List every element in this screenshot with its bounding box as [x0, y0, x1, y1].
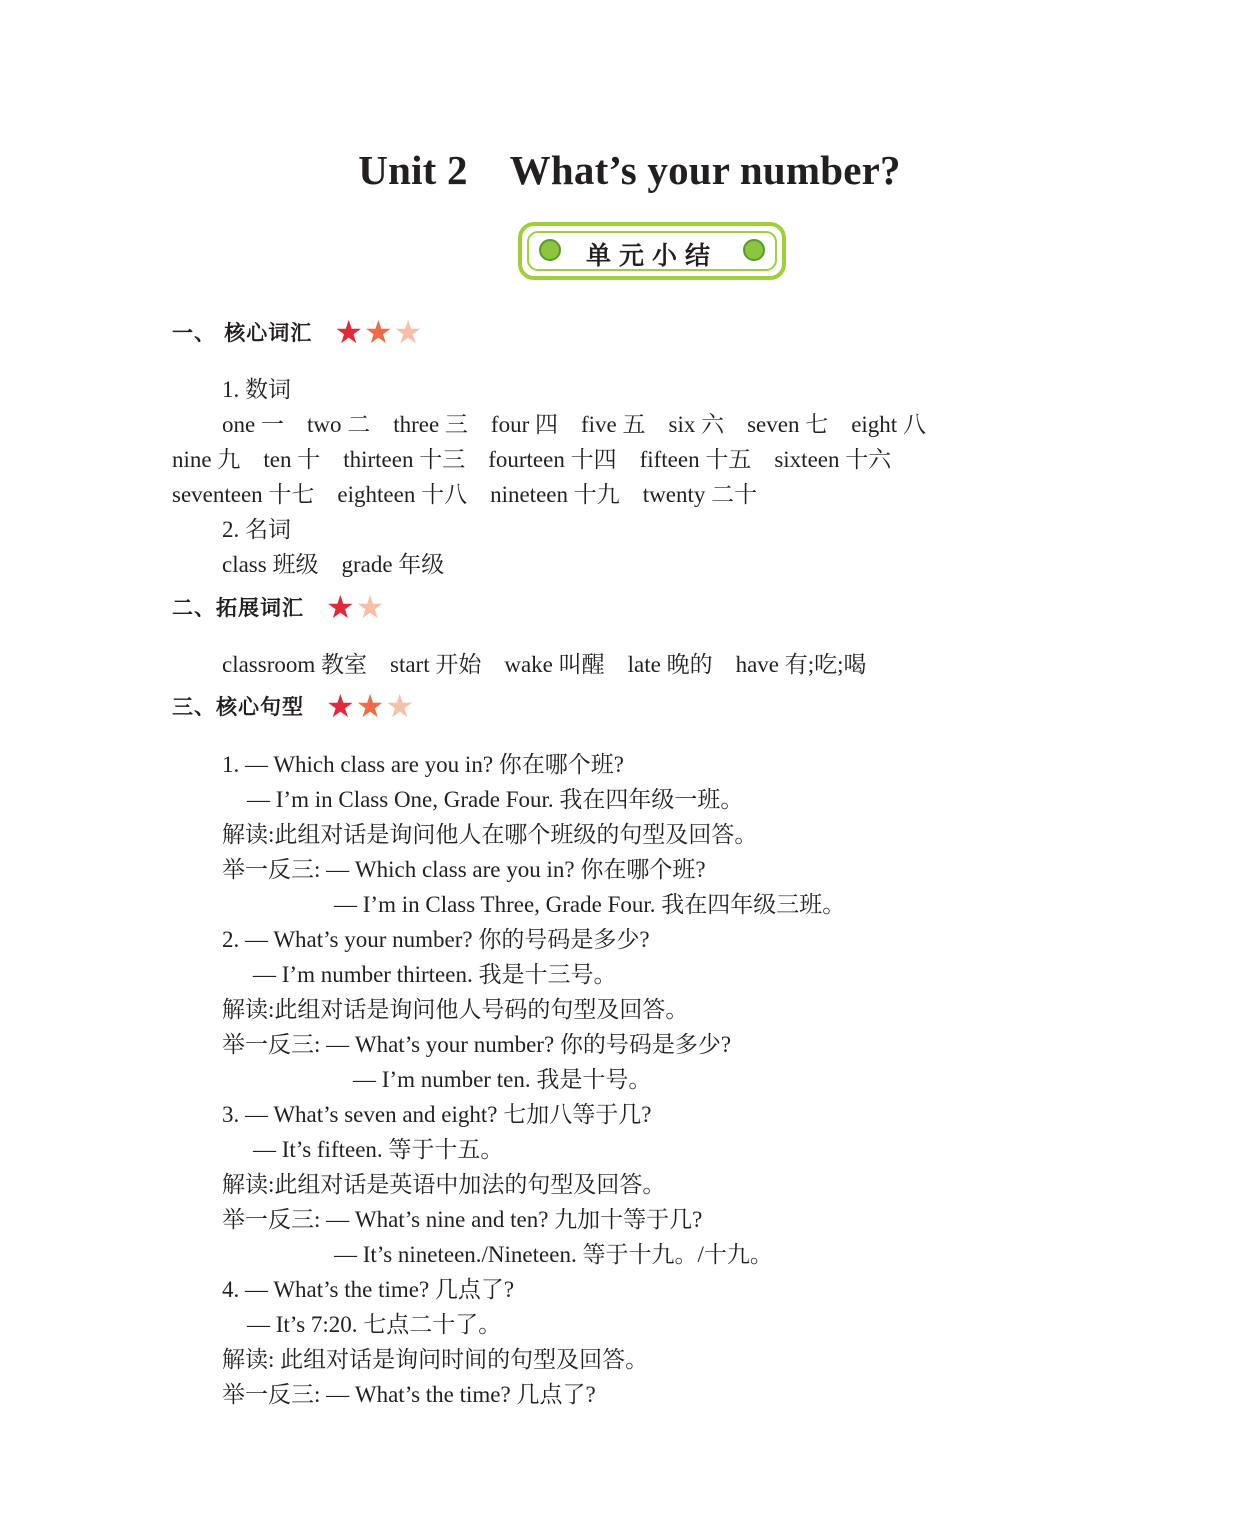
- text-line: 2. — What’s your number? 你的号码是多少?: [222, 927, 650, 952]
- text-line: 4. — What’s the time? 几点了?: [222, 1277, 515, 1302]
- unit-summary-badge: [518, 222, 786, 280]
- rating-2-stars: [326, 588, 386, 626]
- text-line: — I’m in Class One, Grade Four. 我在四年级一班。: [247, 787, 744, 812]
- text-line: 举一反三: — What’s your number? 你的号码是多少?: [222, 1032, 732, 1057]
- text-line: 1. 数词: [222, 377, 291, 402]
- text-line: 1. — Which class are you in? 你在哪个班?: [222, 752, 624, 777]
- text-line: seventeen 十七 eighteen 十八 nineteen 十九 twenty 二十: [172, 482, 758, 507]
- text-line: nine 九 ten 十 thirteen 十三 fourteen 十四 fifteen 十五 sixteen 十六: [172, 447, 892, 472]
- section-core-vocab-heading: 一、 核心词汇 ★ ★ ★: [172, 313, 424, 351]
- section-extended-vocab-heading: 二、拓展词汇 ★ ★: [172, 588, 386, 626]
- text-line: 3. — What’s seven and eight? 七加八等于几?: [222, 1102, 652, 1127]
- star-icon: ★: [326, 687, 356, 725]
- text-line: classroom 教室 start 开始 wake 叫醒 late 晚的 have 有;吃;喝: [222, 652, 867, 677]
- text-line: 举一反三: — What’s nine and ten? 九加十等于几?: [222, 1207, 703, 1232]
- text-line: 解读:此组对话是询问他人号码的句型及回答。: [222, 997, 689, 1022]
- text-line: — It’s 7:20. 七点二十了。: [247, 1312, 502, 1337]
- text-line: one 一 two 二 three 三 four 四 five 五 six 六 seven 七 eight 八: [222, 412, 926, 437]
- text-line: — It’s nineteen./Nineteen. 等于十九。/十九。: [334, 1242, 773, 1267]
- unit-name: What’s your number?: [509, 147, 901, 193]
- rating-3-stars: [334, 313, 424, 351]
- text-line: 解读:此组对话是询问他人在哪个班级的句型及回答。: [222, 822, 758, 847]
- green-dot-icon: [743, 239, 765, 261]
- text-line: 举一反三: — What’s the time? 几点了?: [222, 1382, 596, 1407]
- star-icon: ★: [364, 313, 394, 351]
- text-line: class 班级 grade 年级: [222, 552, 445, 577]
- text-line: — I’m number thirteen. 我是十三号。: [253, 962, 617, 987]
- star-icon: ★: [355, 588, 386, 626]
- star-icon: ★: [355, 687, 386, 725]
- text-line: 解读:此组对话是英语中加法的句型及回答。: [222, 1172, 666, 1197]
- star-icon: ★: [393, 313, 424, 351]
- star-icon: ★: [385, 687, 416, 725]
- text-line: 举一反三: — Which class are you in? 你在哪个班?: [222, 857, 706, 882]
- star-icon: ★: [326, 588, 356, 626]
- rating-3-stars: [326, 687, 416, 725]
- unit-title: [0, 146, 1259, 194]
- section-core-sentences-heading: 三、核心句型 ★ ★ ★: [172, 687, 416, 725]
- text-line: — I’m number ten. 我是十号。: [353, 1067, 652, 1092]
- text-line: — I’m in Class Three, Grade Four. 我在四年级三班。: [334, 892, 846, 917]
- text-line: — It’s fifteen. 等于十五。: [253, 1137, 504, 1162]
- unit-number: Unit 2: [358, 147, 468, 193]
- text-line: 2. 名词: [222, 517, 291, 542]
- star-icon: ★: [334, 313, 364, 351]
- text-line: 解读: 此组对话是询问时间的句型及回答。: [222, 1347, 649, 1372]
- badge-label: 单元小结: [585, 241, 718, 270]
